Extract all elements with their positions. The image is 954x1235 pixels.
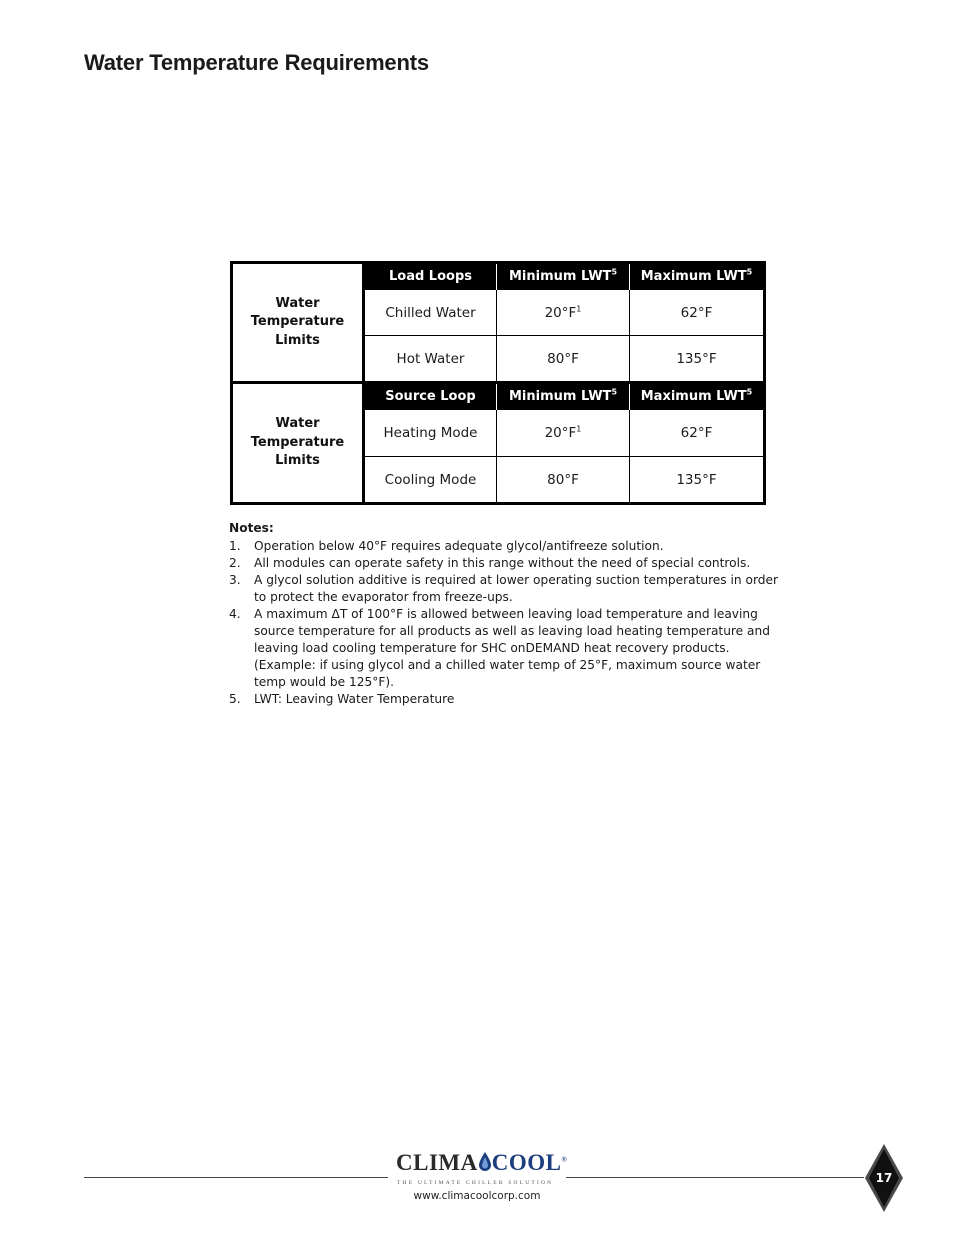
row-max: 62°F bbox=[630, 410, 765, 457]
note-item bbox=[229, 606, 794, 691]
header-loop: Load Loops bbox=[364, 263, 497, 290]
notes-section bbox=[229, 520, 794, 708]
row-max: 135°F bbox=[630, 457, 765, 504]
side-label-line: Limits bbox=[275, 453, 320, 469]
header-min-lwt: Minimum LWT$^5$ bbox=[497, 383, 630, 410]
logo-text-clima: CLIMA bbox=[396, 1150, 478, 1175]
row-name: Chilled Water bbox=[364, 290, 497, 336]
note-number: 4. bbox=[229, 607, 241, 621]
table-header-row bbox=[232, 383, 765, 410]
logo-tagline: THE ULTIMATE CHILLER SOLUTION bbox=[397, 1180, 554, 1186]
header-loop: Source Loop bbox=[364, 383, 497, 410]
header-min-lwt: Minimum LWT$^5$ bbox=[497, 263, 630, 290]
header-max-lwt: Maximum LWT$^5$ bbox=[630, 263, 765, 290]
note-number: 5. bbox=[229, 692, 241, 706]
side-label-line: Water bbox=[275, 416, 320, 432]
side-label bbox=[232, 263, 364, 383]
notes-list bbox=[229, 538, 794, 708]
row-min: $20^\circ F^1$ bbox=[497, 410, 630, 457]
row-name: Hot Water bbox=[364, 336, 497, 383]
page-number: 17 bbox=[875, 1171, 893, 1185]
page-title: Water Temperature Requirements bbox=[84, 50, 429, 75]
side-label-line: Water bbox=[275, 295, 320, 311]
note-text: All modules can operate safety in this range without the need of special controls. bbox=[254, 556, 751, 570]
note-text: Operation below 40°F requires adequate glycol/antifreeze solution. bbox=[254, 539, 664, 553]
water-drop-icon bbox=[478, 1151, 492, 1173]
note-item bbox=[229, 572, 794, 606]
note-item bbox=[229, 538, 794, 555]
note-item bbox=[229, 691, 794, 708]
note-number: 2. bbox=[229, 556, 241, 570]
side-label-line: Temperature bbox=[250, 314, 345, 330]
registered-mark: ® bbox=[561, 1155, 568, 1164]
row-min: $20^\circ F^1$ bbox=[497, 290, 630, 336]
note-item bbox=[229, 555, 794, 572]
footer-divider-left bbox=[84, 1177, 388, 1178]
climacool-logo bbox=[396, 1150, 568, 1190]
table-header-row bbox=[232, 263, 765, 290]
note-number: 1. bbox=[229, 539, 241, 553]
note-text: A maximum ΔT of 100°F is allowed between leaving load temperature and leaving source temperature for all products as well as leaving load heating temperature and leaving load cooling temperature for SHC onDEMAND heat recovery products. (Example: if using glycol and a chilled water temp of 25°F, maximum source water temp would be 125°F). bbox=[254, 607, 770, 689]
side-label-line: Limits bbox=[275, 332, 320, 348]
header-max-lwt: Maximum LWT$^5$ bbox=[630, 383, 765, 410]
row-name: Heating Mode bbox=[364, 410, 497, 457]
note-text: A glycol solution additive is required at lower operating suction temperatures in order to protect the evaporator from freeze-ups. bbox=[254, 573, 779, 604]
website-link[interactable]: www.climacoolcorp.com bbox=[413, 1190, 541, 1202]
footer-divider-right bbox=[566, 1177, 864, 1178]
notes-heading: Notes: bbox=[229, 521, 274, 535]
logo-wordmark bbox=[396, 1150, 567, 1176]
row-min: 80°F bbox=[497, 336, 630, 383]
note-number: 3. bbox=[229, 573, 241, 587]
note-text: LWT: Leaving Water Temperature bbox=[254, 692, 455, 706]
row-name: Cooling Mode bbox=[364, 457, 497, 504]
side-label bbox=[232, 383, 364, 504]
row-max: 135°F bbox=[630, 336, 765, 383]
row-min: 80°F bbox=[497, 457, 630, 504]
water-temperature-table bbox=[230, 261, 766, 505]
logo-text-cool: COOL bbox=[491, 1150, 562, 1175]
row-max: 62°F bbox=[630, 290, 765, 336]
side-label-line: Temperature bbox=[250, 434, 345, 450]
